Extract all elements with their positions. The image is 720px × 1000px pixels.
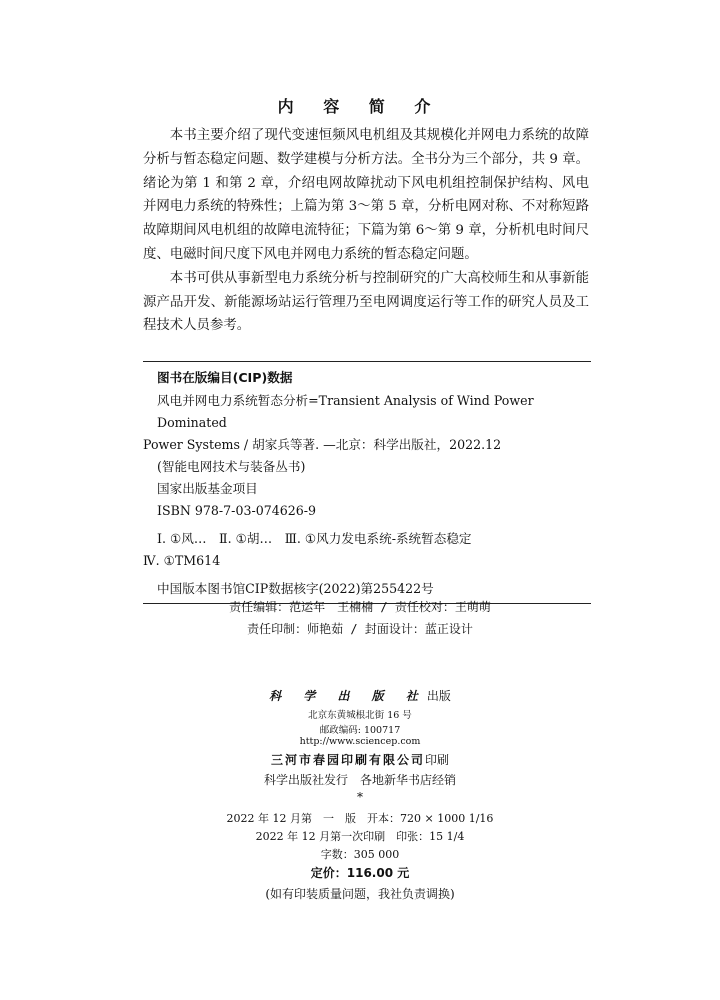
separator-star: * (357, 790, 363, 804)
cip-record (143, 361, 591, 604)
cip-isbn: ISBN 978-7-03-074626-9 (157, 503, 317, 518)
publisher-suffix: 出版 (426, 689, 451, 703)
publisher-postcode: 邮政编码: 100717 (319, 725, 401, 736)
page-title: 内 容 简 介 (277, 97, 443, 116)
cip-series: (智能电网技术与装备丛书) (157, 459, 306, 474)
staff-line-1: 责任编辑：范运年 王楠楠 / 责任校对：王萌萌 (229, 600, 491, 614)
intro-paragraph-2: 本书可供从事新型电力系统分析与控制研究的广大高校师生和从事新能源产品开发、新能源场站运行管理乃至电网调度运行等工作的研究人员及工程技术人员参考。 (143, 270, 589, 334)
printer-line (0, 749, 720, 768)
cip-heading: 图书在版编目(CIP)数据 (157, 370, 293, 385)
quality-notice: (如有印装质量问题，我社负责调换) (265, 887, 455, 901)
cip-entry-line-2: Power Systems / 胡家兵等著. —北京：科学出版社，2022.12 (143, 437, 502, 452)
publisher-address: 北京东黄城根北街 16 号 (308, 710, 412, 721)
cip-entry-line-1: 风电并网电力系统暂态分析=Transient Analysis of Wind Power Dominated (157, 393, 534, 430)
publisher-url: http://www.sciencep.com (299, 736, 421, 747)
distribution-line: 科学出版社发行 各地新华书店经销 (263, 773, 456, 787)
cip-number: 中国版本图书馆CIP数据核字(2022)第255422号 (157, 581, 434, 596)
publisher-line (0, 685, 720, 704)
printing-line: 2022 年 12 月第一次印刷 印张：15 1/4 (255, 830, 465, 843)
publisher-logo: 科 学 出 版 社 (269, 689, 427, 703)
introduction (143, 124, 589, 338)
cip-fund: 国家出版基金项目 (157, 481, 258, 496)
word-count: 字数：305 000 (320, 848, 400, 861)
price: 定价：116.00 元 (310, 866, 410, 880)
cip-class-line-2: Ⅳ. ①TM614 (143, 553, 221, 568)
intro-paragraph-1: 本书主要介绍了现代变速恒频风电机组及其规模化并网电力系统的故障分析与暂态稳定问题、数学建模与分析方法。全书分为三个部分，共 9 章。绪论为第 1 和第 2 章，介绍电网故障扰动下风电机组控制保护结构、风电并网电力系统的特殊性；上篇为第 3～第 5 章，分析电网对称、不对称短路故障期间风电机组的故障电流特征；下篇为第 6～第 9 章，分析机电时间尺度、电磁时间尺度下风电并网电力系统的暂态稳定问题。 (143, 128, 589, 262)
printer-name: 三河市春园印刷有限公司 (270, 753, 425, 767)
cip-class-line-1: Ⅰ. ①风… Ⅱ. ①胡… Ⅲ. ①风力发电系统-系统暂态稳定 (157, 531, 472, 546)
printer-suffix: 印刷 (425, 753, 450, 767)
edition-line: 2022 年 12 月第 一 版 开本：720 × 1000 1/16 (226, 812, 494, 825)
staff-line-2: 责任印制：师艳茹 / 封面设计：蓝正设计 (247, 622, 473, 636)
